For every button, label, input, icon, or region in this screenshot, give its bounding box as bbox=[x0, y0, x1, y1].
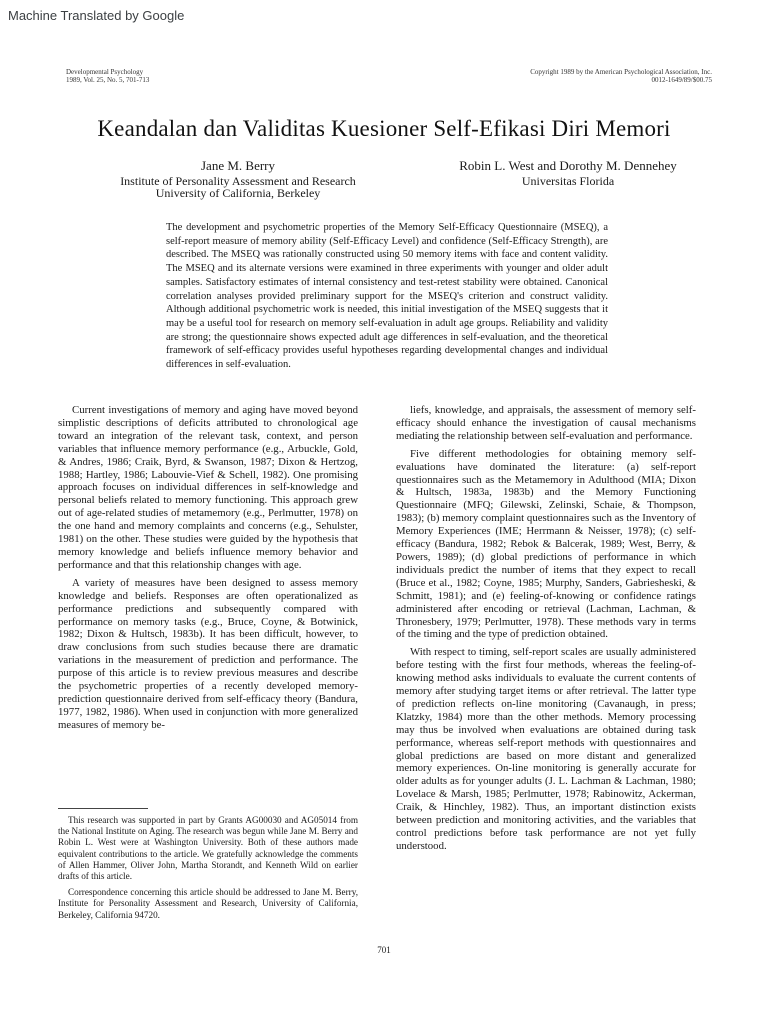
body-column-left bbox=[58, 404, 358, 737]
author-affiliation: University of California, Berkeley bbox=[155, 186, 321, 200]
body-paragraph: Current investigations of memory and aging have moved beyond simplistic descriptions of deficits attributed to chronological age toward an integration of the relevant task, context, and person variables that influence memory performance (e.g., Arbuckle, Gold, & Andres, 1986; Craik, Byrd, & Swanson, 1987; Dixon & Hertzog, 1988; Hartley, 1986; Labouvie-Vief & Schell, 1982). One promising approach focuses on individual differences in self-knowledge and personal beliefs related to memory functioning. This approach grew out of age-related studies of metamemory (e.g., Perlmutter, 1978) on the one hand and memory complaints and concerns (e.g., Sehulster, 1981) on the other. These studies were guided by the hypothesis that memory knowledge and beliefs influence memory behavior and performance and that this relationship changes with age. bbox=[58, 404, 358, 571]
author-name: Robin L. West and Dorothy M. Dennehey bbox=[459, 158, 677, 173]
journal-name: Developmental Psychology bbox=[66, 68, 144, 76]
journal-info bbox=[66, 68, 149, 84]
body-column-right bbox=[396, 404, 696, 858]
footnote: This research was supported in part by Grants AG00030 and AG05014 from the National Institute on Aging. The research was begun while Jane M. Berry and Robin L. West were at Washington University. Both of these authors made equivalent contributions to the article. We gratefully acknowledge the comments of Allen Hammer, Oliver John, Martha Storandt, and Kenneth Wild on earlier drafts of this article. bbox=[58, 815, 358, 882]
footnote-divider bbox=[58, 808, 148, 809]
page-number: 701 bbox=[377, 945, 391, 955]
author-affiliation: Universitas Florida bbox=[521, 174, 615, 188]
body-paragraph: With respect to timing, self-report scales are usually administered before testing with the first four methods, whereas the feeling-of-knowing method asks individuals to evaluate the current contents of memory after studying target items or after retrieval. The latter type of prediction reflects on-line monitoring (Cavanaugh, in press; Klatzky, 1984) more than the other methods. Memory processing may thus be involved when evaluations are obtained during task performance, whereas self-report methods with questionnaires and global predictions are based on more distant and generalized memory experiences. On-line monitoring is generally accurate for older adults as for younger adults (J. L. Lachman & Lachman, 1980; Lovelace & Marsh, 1985; Perlmutter, 1978; Rabinowitz, Ackerman, Craik, & Hinchley, 1982). Thus, an important distinction exists between prediction and monitoring activities, and the variables that control predictions before task performance are not yet fully understood. bbox=[396, 646, 696, 852]
author-block-right bbox=[448, 160, 688, 187]
footnote: Correspondence concerning this article should be addressed to Jane M. Berry, Institute for Personality Assessment and Research, University of California, Berkeley, California 94720. bbox=[58, 887, 358, 920]
copyright-info bbox=[530, 68, 712, 84]
copyright-line: Copyright 1989 by the American Psychological Association, Inc. bbox=[530, 68, 712, 76]
body-paragraph: A variety of measures have been designed to assess memory knowledge and beliefs. Responses are often operationalized as performance predictions and subsequently compared with performance on memory tasks (e.g., Bruce, Coyne, & Botwinick, 1982; Dixon & Hultsch, 1983b). It has been difficult, however, to draw conclusions from such studies because there are dramatic variations in the measurement of prediction and performance. The purpose of this article is to review previous measures and describe the psychometric properties of a recently developed memory-prediction questionnaire derived from self-efficacy theory (Bandura, 1977, 1982, 1986). When used in conjunction with more generalized measures of memory be- bbox=[58, 576, 358, 731]
author-block-left bbox=[118, 160, 358, 199]
journal-volume: 1989, Vol. 25, No. 5, 701-713 bbox=[66, 76, 150, 84]
body-paragraph: Five different methodologies for obtaining memory self-evaluations have dominated the literature: (a) self-report questionnaires such as the Metamemory in Adulthood (MIA; Dixon & Hultsch, 1983a, 1983b) and the Memory Functioning Questionnaire (MFQ; Gilewski, Zelinski, Schaie, & Thompson, 1983); (b) memory complaint questionnaires such as the Inventory of Memory Experiences (IME; Herrmann & Neisser, 1978); (c) self-efficacy (Bandura, 1982; Rebok & Balcerak, 1989; West, Berry, & Powers, 1989); (d) global predictions of performance in which individuals predict the number of items that they expect to recall (Bruce et al., 1982; Coyne, 1985; Murphy, Sanders, Gabriesheski, & Schmitt, 1981); and (e) feeling-of-knowing or confidence ratings administered after encoding or retrieval (Lachman, Lachman, & Thronesbery, 1979; Perlmutter, 1978). These methods vary in terms of the timing and the type of prediction obtained. bbox=[396, 447, 696, 641]
footnotes bbox=[58, 815, 358, 926]
author-affiliation: Institute of Personality Assessment and Research bbox=[120, 174, 356, 188]
issn-line: 0012-1649/89/$00.75 bbox=[651, 76, 712, 84]
machine-translated-label: Machine Translated by Google bbox=[8, 8, 185, 23]
abstract: The development and psychometric properties of the Memory Self-Efficacy Questionnaire (MSEQ), a self-report measure of memory ability (Self-Efficacy Level) and confidence (Self-Efficacy Strength), are described. The MSEQ was rationally constructed using 50 memory items with face and content validity. The MSEQ and its alternate versions were examined in three experiments with younger and older adult samples. Satisfactory estimates of internal consistency and test-retest stability were obtained. Canonical correlation analyses provided preliminary support for the MSEQ's criterion and construct validity. Although additional psychometric work is needed, this initial investigation of the MSEQ suggests that it may be a useful tool for research on memory self-evaluation in adult age groups. Reliability and validity are strong; the questionnaire shows expected adult age differences in self-evaluation, and the theoretical framework of self-efficacy provides useful hypotheses regarding developmental changes and individual differences in self-evaluation. bbox=[166, 222, 608, 371]
author-name: Jane M. Berry bbox=[200, 158, 275, 173]
body-paragraph: liefs, knowledge, and appraisals, the assessment of memory self-efficacy should enhance the investigation of causal mechanisms mediating the relationship between self-evaluation and performance. bbox=[396, 404, 696, 442]
article-title: Keandalan dan Validitas Kuesioner Self-Efikasi Diri Memori bbox=[97, 116, 671, 141]
